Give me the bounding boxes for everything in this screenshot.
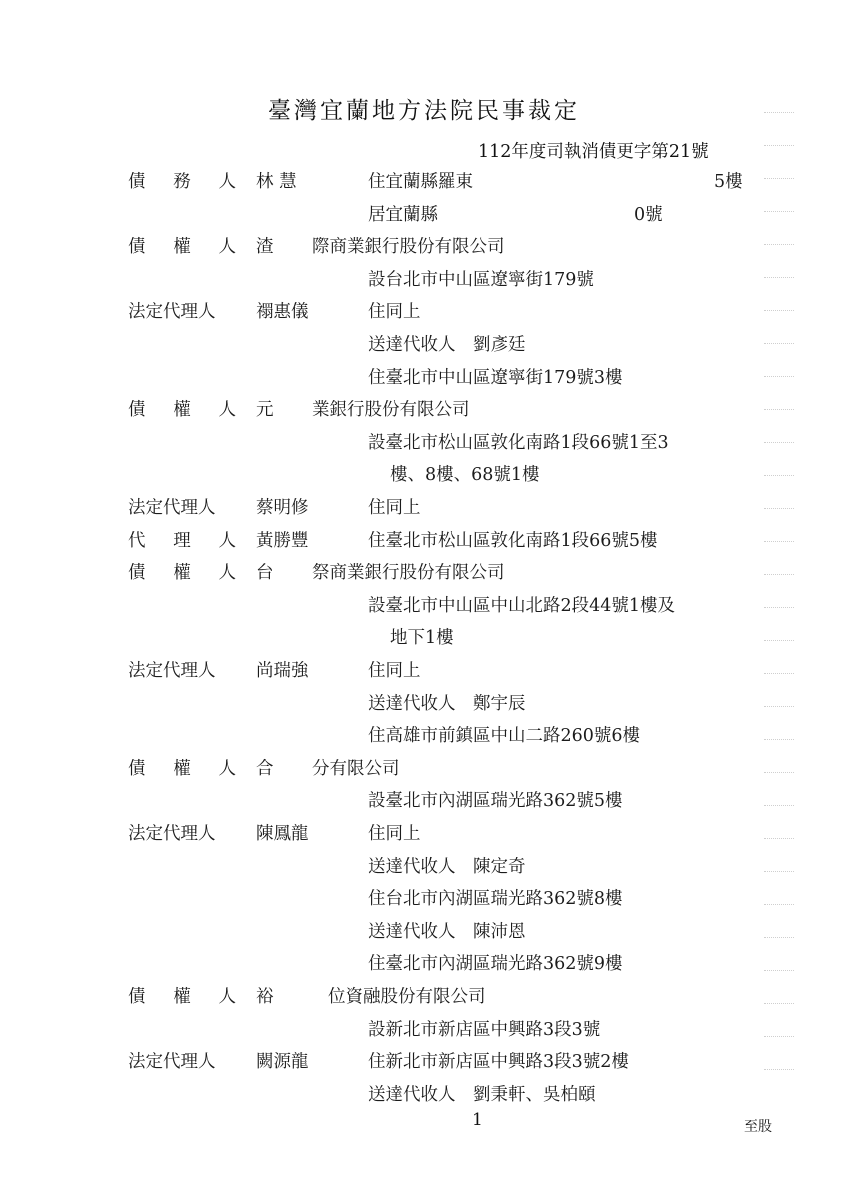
party-role-text: 債 權 人 — [128, 400, 236, 421]
margin-mark — [764, 442, 794, 451]
margin-mark — [764, 772, 794, 781]
margin-mark — [764, 343, 794, 352]
margin-mark — [764, 904, 794, 913]
margin-mark — [764, 739, 794, 748]
margin-mark — [764, 607, 794, 616]
margin-mark — [764, 1036, 794, 1045]
party-role-text: 債 權 人 — [128, 237, 236, 258]
party-name: 禤惠儀 — [256, 302, 309, 323]
party-name: 闕源龍 — [256, 1052, 309, 1073]
margin-mark — [764, 112, 794, 121]
margin-mark — [764, 673, 794, 682]
party-address: 住同上 — [368, 302, 421, 323]
margin-mark — [764, 145, 794, 154]
party-name: 陳鳳龍 — [256, 824, 309, 844]
party-name-continued: 祭商業銀行股份有限公司 — [312, 563, 505, 584]
party-address: 住臺北市中山區遼寧街179號3樓 — [368, 367, 623, 388]
margin-mark — [764, 1069, 794, 1078]
party-role — [128, 395, 236, 425]
party-address: 送達代收人 鄭宇辰 — [368, 693, 526, 714]
party-name-continued: 業銀行股份有限公司 — [312, 400, 470, 421]
margin-mark — [764, 937, 794, 946]
party-address: 設新北市新店區中興路3段3號 — [368, 1019, 601, 1040]
margin-mark — [764, 376, 794, 385]
party-role: 法定代理人 — [128, 824, 216, 844]
party-name: 元 — [256, 400, 274, 421]
party-name: 林 慧 — [256, 172, 297, 192]
party-address: 住高雄市前鎮區中山二路260號6樓 — [368, 726, 641, 747]
party-address: 設臺北市松山區敦化南路1段66號1至3 — [368, 432, 669, 453]
party-role — [128, 526, 236, 556]
party-name: 裕 — [256, 987, 274, 1007]
margin-mark — [764, 871, 794, 880]
party-name: 黃勝豐 — [256, 530, 309, 551]
margin-mark — [764, 475, 794, 484]
party-address: 住同上 — [368, 498, 421, 518]
party-address: 送達代收人 劉彥廷 — [368, 335, 526, 355]
party-address: 住臺北市松山區敦化南路1段66號5樓 — [368, 530, 658, 551]
party-role-text: 債 務 人 — [128, 172, 236, 192]
margin-mark — [764, 640, 794, 649]
party-name-continued: 際商業銀行股份有限公司 — [312, 237, 505, 258]
party-role: 法定代理人 — [128, 1052, 216, 1073]
party-role: 法定代理人 — [128, 498, 216, 518]
party-role: 法定代理人 — [128, 302, 216, 323]
party-address: 住宜蘭縣羅東 — [368, 172, 473, 192]
margin-mark — [764, 574, 794, 583]
party-address: 設臺北市內湖區瑞光路362號5樓 — [368, 791, 623, 812]
party-address-continued: 樓、8樓、68號1樓 — [390, 465, 540, 486]
party-role-text: 債 權 人 — [128, 758, 236, 779]
party-role-text: 債 權 人 — [128, 987, 236, 1007]
margin-mark — [764, 244, 794, 253]
party-role — [128, 558, 236, 588]
party-address: 居宜蘭縣 — [368, 204, 438, 225]
party-address: 送達代收人 劉秉軒、吳柏頤 — [368, 1084, 596, 1105]
party-address: 送達代收人 陳沛恩 — [368, 921, 526, 942]
party-name: 合 — [256, 758, 274, 779]
party-role — [128, 167, 236, 197]
party-role — [128, 754, 236, 784]
margin-mark — [764, 805, 794, 814]
party-name-continued: 分有限公司 — [312, 758, 400, 779]
party-address: 住臺北市內湖區瑞光路362號9樓 — [368, 954, 623, 975]
margin-mark — [764, 541, 794, 550]
margin-mark — [764, 310, 794, 319]
party-role — [128, 982, 236, 1012]
party-role: 法定代理人 — [128, 661, 216, 681]
margin-mark — [764, 508, 794, 517]
party-name: 台 — [256, 563, 274, 584]
margin-mark — [764, 706, 794, 715]
party-address: 設臺北市中山區中山北路2段44號1樓及 — [368, 595, 676, 616]
party-name: 尚瑞強 — [256, 661, 309, 681]
party-address-end: 5樓 — [714, 172, 743, 192]
party-name: 渣 — [256, 237, 274, 258]
margin-mark — [764, 970, 794, 979]
party-address: 住新北市新店區中興路3段3號2樓 — [368, 1052, 629, 1073]
margin-mark — [764, 1003, 794, 1012]
party-role-text: 債 權 人 — [128, 563, 236, 584]
margin-mark — [764, 211, 794, 220]
page-number: 1 — [472, 1110, 483, 1130]
party-address: 住同上 — [368, 824, 421, 844]
margin-mark — [764, 178, 794, 187]
party-address: 住台北市內湖區瑞光路362號8樓 — [368, 889, 623, 910]
case-number: 112年度司執消債更字第21號 — [478, 142, 709, 162]
party-role — [128, 232, 236, 262]
party-name-continued: 位資融股份有限公司 — [328, 987, 486, 1007]
party-address: 送達代收人 陳定奇 — [368, 856, 526, 877]
footer-mark: 至股 — [744, 1119, 772, 1135]
party-role-text: 代 理 人 — [128, 530, 236, 551]
party-address-end: 0號 — [634, 204, 663, 225]
party-address: 設台北市中山區遼寧街179號 — [368, 269, 594, 290]
margin-mark — [764, 409, 794, 418]
document-title: 臺灣宜蘭地方法院民事裁定 — [268, 98, 580, 124]
margin-mark — [764, 277, 794, 286]
party-address-continued: 地下1樓 — [390, 628, 454, 649]
party-name: 蔡明修 — [256, 498, 309, 518]
party-address: 住同上 — [368, 661, 421, 681]
margin-mark — [764, 838, 794, 847]
